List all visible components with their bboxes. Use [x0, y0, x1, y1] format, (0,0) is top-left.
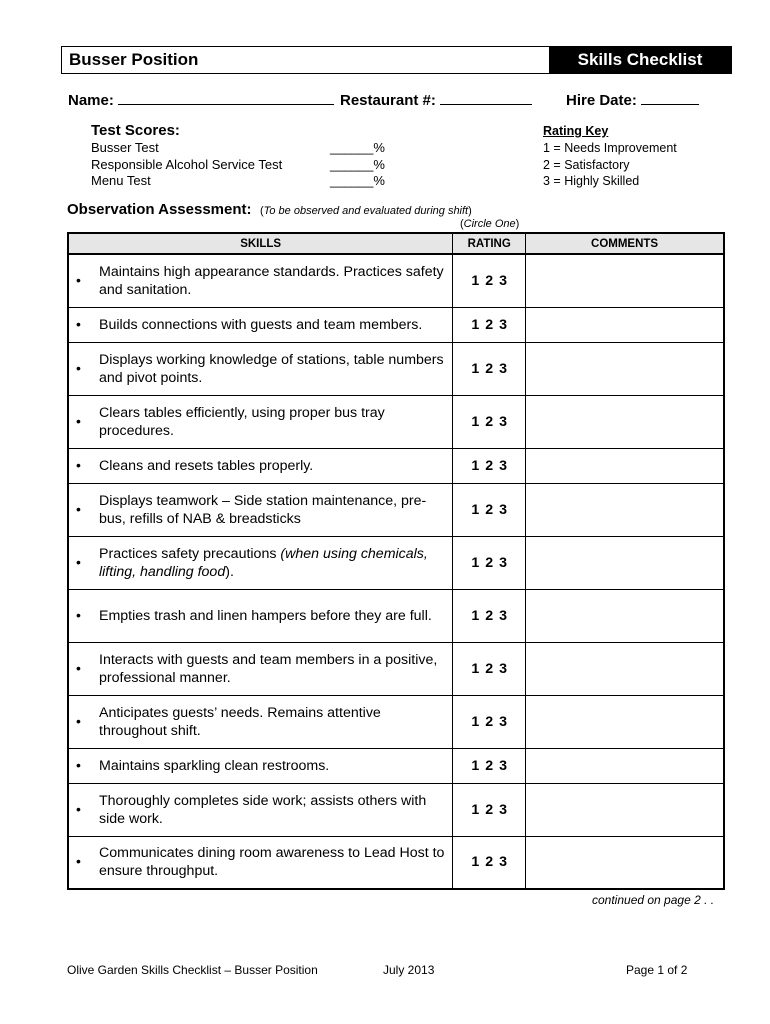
- comments-cell[interactable]: [526, 395, 724, 448]
- restaurant-label: Restaurant #:: [340, 92, 436, 109]
- table-row: [68, 307, 724, 342]
- skill-cell: [68, 395, 453, 448]
- comments-cell[interactable]: [526, 536, 724, 589]
- comments-cell[interactable]: [526, 483, 724, 536]
- bullet-icon: •: [76, 553, 81, 570]
- table-row: [68, 254, 724, 307]
- rating-option[interactable]: 1: [471, 607, 480, 624]
- comments-cell[interactable]: [526, 307, 724, 342]
- skill-text: Communicates dining room awareness to Lead Host to ensure throughput.: [99, 845, 445, 880]
- observation-heading: Observation Assessment: (To be observed and evaluated during shift): [67, 201, 472, 218]
- rating-header: RATING: [453, 233, 526, 254]
- rating-option[interactable]: 2: [485, 607, 494, 624]
- name-line: [118, 103, 334, 105]
- rating-option[interactable]: 3: [499, 801, 508, 818]
- circle-one-note: (Circle One): [460, 218, 520, 230]
- test-scores-blanks[interactable]: [330, 140, 385, 190]
- test-score-label: Responsible Alcohol Service Test: [91, 156, 283, 172]
- rating-cell: [453, 483, 526, 536]
- rating-option[interactable]: 2: [485, 660, 494, 677]
- name-field[interactable]: [68, 92, 334, 109]
- table-row: [68, 483, 724, 536]
- test-score-label: Menu Test: [91, 173, 151, 188]
- rating-key-item: 3 = Highly Skilled: [543, 174, 640, 188]
- skills-table: [67, 232, 725, 890]
- bullet-icon: •: [76, 800, 81, 817]
- skill-text: Displays teamwork – Side station maintenance, pre-bus, refills of NAB & breadsticks: [99, 492, 427, 527]
- table-row: [68, 695, 724, 748]
- skill-cell: [68, 589, 453, 642]
- rating-cell: [453, 448, 526, 483]
- skill-cell: [68, 836, 453, 889]
- skill-text-italic: (when using chemicals, lifting, handling food: [99, 545, 428, 580]
- restaurant-line: [440, 103, 532, 105]
- skill-cell: [68, 783, 453, 836]
- table-row: [68, 748, 724, 783]
- rating-cell: [453, 536, 526, 589]
- rating-cell: [453, 642, 526, 695]
- comments-cell[interactable]: [526, 836, 724, 889]
- skill-text: Clears tables efficiently, using proper bus tray procedures.: [99, 404, 385, 439]
- skill-text: Builds connections with guests and team members.: [99, 316, 423, 333]
- rating-option[interactable]: 1: [471, 660, 480, 677]
- test-score-label: Busser Test: [91, 140, 159, 155]
- name-label: Name:: [68, 92, 114, 109]
- test-score-blank[interactable]: ______%: [330, 173, 385, 188]
- rating-option[interactable]: 2: [485, 316, 494, 333]
- rating-option[interactable]: 2: [485, 501, 494, 518]
- table-row: [68, 783, 724, 836]
- bullet-icon: •: [76, 412, 81, 429]
- rating-option[interactable]: 1: [471, 360, 480, 377]
- checklist-label: Skills Checklist: [549, 47, 731, 73]
- rating-cell: [453, 695, 526, 748]
- skill-text-end: ).: [225, 563, 234, 580]
- rating-option[interactable]: 3: [499, 713, 508, 730]
- rating-option[interactable]: 1: [471, 713, 480, 730]
- comments-cell[interactable]: [526, 448, 724, 483]
- footer-page: Page 1 of 2: [626, 963, 688, 977]
- rating-option[interactable]: 2: [485, 554, 494, 571]
- rating-option[interactable]: 2: [485, 413, 494, 430]
- rating-cell: [453, 254, 526, 307]
- rating-cell: [453, 307, 526, 342]
- test-score-blank[interactable]: ______%: [330, 156, 385, 172]
- bullet-icon: •: [76, 756, 81, 773]
- restaurant-field[interactable]: [340, 92, 532, 109]
- skill-text: Maintains high appearance standards. Practices safety and sanitation.: [99, 263, 444, 298]
- table-row: [68, 395, 724, 448]
- observation-note: To be observed and evaluated during shift: [263, 205, 469, 217]
- rating-option[interactable]: 1: [471, 413, 480, 430]
- comments-header: COMMENTS: [526, 233, 724, 254]
- rating-key-item: 2 = Satisfactory: [543, 157, 630, 172]
- rating-option[interactable]: 1: [471, 801, 480, 818]
- table-row: [68, 836, 724, 889]
- rating-option[interactable]: 3: [499, 272, 508, 289]
- rating-option[interactable]: 3: [499, 554, 508, 571]
- rating-option[interactable]: 3: [499, 413, 508, 430]
- skill-text: Practices safety precautions: [99, 545, 281, 562]
- table-header-row: [68, 233, 724, 254]
- rating-option[interactable]: 3: [499, 854, 508, 871]
- comments-cell[interactable]: [526, 589, 724, 642]
- rating-option[interactable]: 1: [471, 272, 480, 289]
- table-row: [68, 342, 724, 395]
- footer-left: Olive Garden Skills Checklist – Busser Position: [67, 963, 318, 977]
- rating-cell: [453, 395, 526, 448]
- bullet-icon: •: [76, 271, 81, 288]
- rating-option[interactable]: 3: [499, 660, 508, 677]
- skill-cell: [68, 448, 453, 483]
- skill-text: Anticipates guests’ needs. Remains attentive throughout shift.: [99, 704, 381, 739]
- rating-option[interactable]: 1: [471, 757, 480, 774]
- test-scores-list: [91, 140, 282, 190]
- rating-cell: [453, 589, 526, 642]
- bullet-icon: •: [76, 606, 81, 623]
- rating-option[interactable]: 3: [499, 757, 508, 774]
- rating-option[interactable]: 2: [485, 757, 494, 774]
- footer-date: July 2013: [383, 963, 435, 977]
- rating-option[interactable]: 2: [485, 801, 494, 818]
- rating-option[interactable]: 3: [499, 316, 508, 333]
- skill-text: Interacts with guests and team members in a positive, professional manner.: [99, 651, 438, 686]
- table-row: [68, 589, 724, 642]
- skill-text: Cleans and resets tables properly.: [99, 457, 314, 474]
- header-bar: [61, 46, 732, 74]
- rating-option[interactable]: 1: [471, 554, 480, 571]
- test-score-blank[interactable]: ______%: [330, 140, 385, 155]
- skill-cell: [68, 254, 453, 307]
- rating-option[interactable]: 1: [471, 457, 480, 474]
- skill-cell: [68, 342, 453, 395]
- rating-option[interactable]: 2: [485, 360, 494, 377]
- rating-option[interactable]: 2: [485, 854, 494, 871]
- comments-cell[interactable]: [526, 748, 724, 783]
- observation-title: Observation Assessment: [67, 201, 247, 218]
- skill-cell: [68, 748, 453, 783]
- rating-option[interactable]: 1: [471, 501, 480, 518]
- test-scores-title: Test Scores:: [91, 122, 180, 139]
- comments-cell[interactable]: [526, 642, 724, 695]
- bullet-icon: •: [76, 359, 81, 376]
- rating-option[interactable]: 3: [499, 501, 508, 518]
- skill-cell: [68, 536, 453, 589]
- hire-date-field[interactable]: [566, 92, 699, 109]
- table-row: [68, 448, 724, 483]
- rating-cell: [453, 748, 526, 783]
- bullet-icon: •: [76, 712, 81, 729]
- rating-cell: [453, 342, 526, 395]
- skill-text: Empties trash and linen hampers before they are full.: [99, 607, 432, 624]
- skill-text: Displays working knowledge of stations, table numbers and pivot points.: [99, 351, 444, 386]
- bullet-icon: •: [76, 315, 81, 332]
- table-row: [68, 642, 724, 695]
- skill-cell: [68, 642, 453, 695]
- document-title: Busser Position: [69, 50, 199, 69]
- skill-text: Thoroughly completes side work; assists others with side work.: [99, 792, 427, 827]
- rating-key-list: [543, 140, 677, 190]
- rating-option[interactable]: 1: [471, 854, 480, 871]
- rating-option[interactable]: 3: [499, 360, 508, 377]
- bullet-icon: •: [76, 853, 81, 870]
- hire-date-label: Hire Date:: [566, 92, 637, 109]
- comments-cell[interactable]: [526, 342, 724, 395]
- bullet-icon: •: [76, 659, 81, 676]
- comments-cell[interactable]: [526, 254, 724, 307]
- comments-cell[interactable]: [526, 695, 724, 748]
- rating-option[interactable]: 1: [471, 316, 480, 333]
- skill-cell: [68, 695, 453, 748]
- rating-option[interactable]: 3: [499, 457, 508, 474]
- skills-header: SKILLS: [68, 233, 453, 254]
- hire-date-line: [641, 103, 699, 105]
- bullet-icon: •: [76, 500, 81, 517]
- bullet-icon: •: [76, 456, 81, 473]
- continued-note: continued on page 2 . .: [592, 893, 715, 907]
- rating-option[interactable]: 2: [485, 457, 494, 474]
- rating-key-item: 1 = Needs Improvement: [543, 141, 677, 155]
- rating-option[interactable]: 2: [485, 713, 494, 730]
- rating-cell: [453, 783, 526, 836]
- comments-cell[interactable]: [526, 783, 724, 836]
- skill-text: Maintains sparkling clean restrooms.: [99, 757, 330, 774]
- skill-cell: [68, 307, 453, 342]
- skill-cell: [68, 483, 453, 536]
- table-row: [68, 536, 724, 589]
- rating-option[interactable]: 3: [499, 607, 508, 624]
- rating-cell: [453, 836, 526, 889]
- rating-key-title: Rating Key: [543, 124, 609, 138]
- rating-option[interactable]: 2: [485, 272, 494, 289]
